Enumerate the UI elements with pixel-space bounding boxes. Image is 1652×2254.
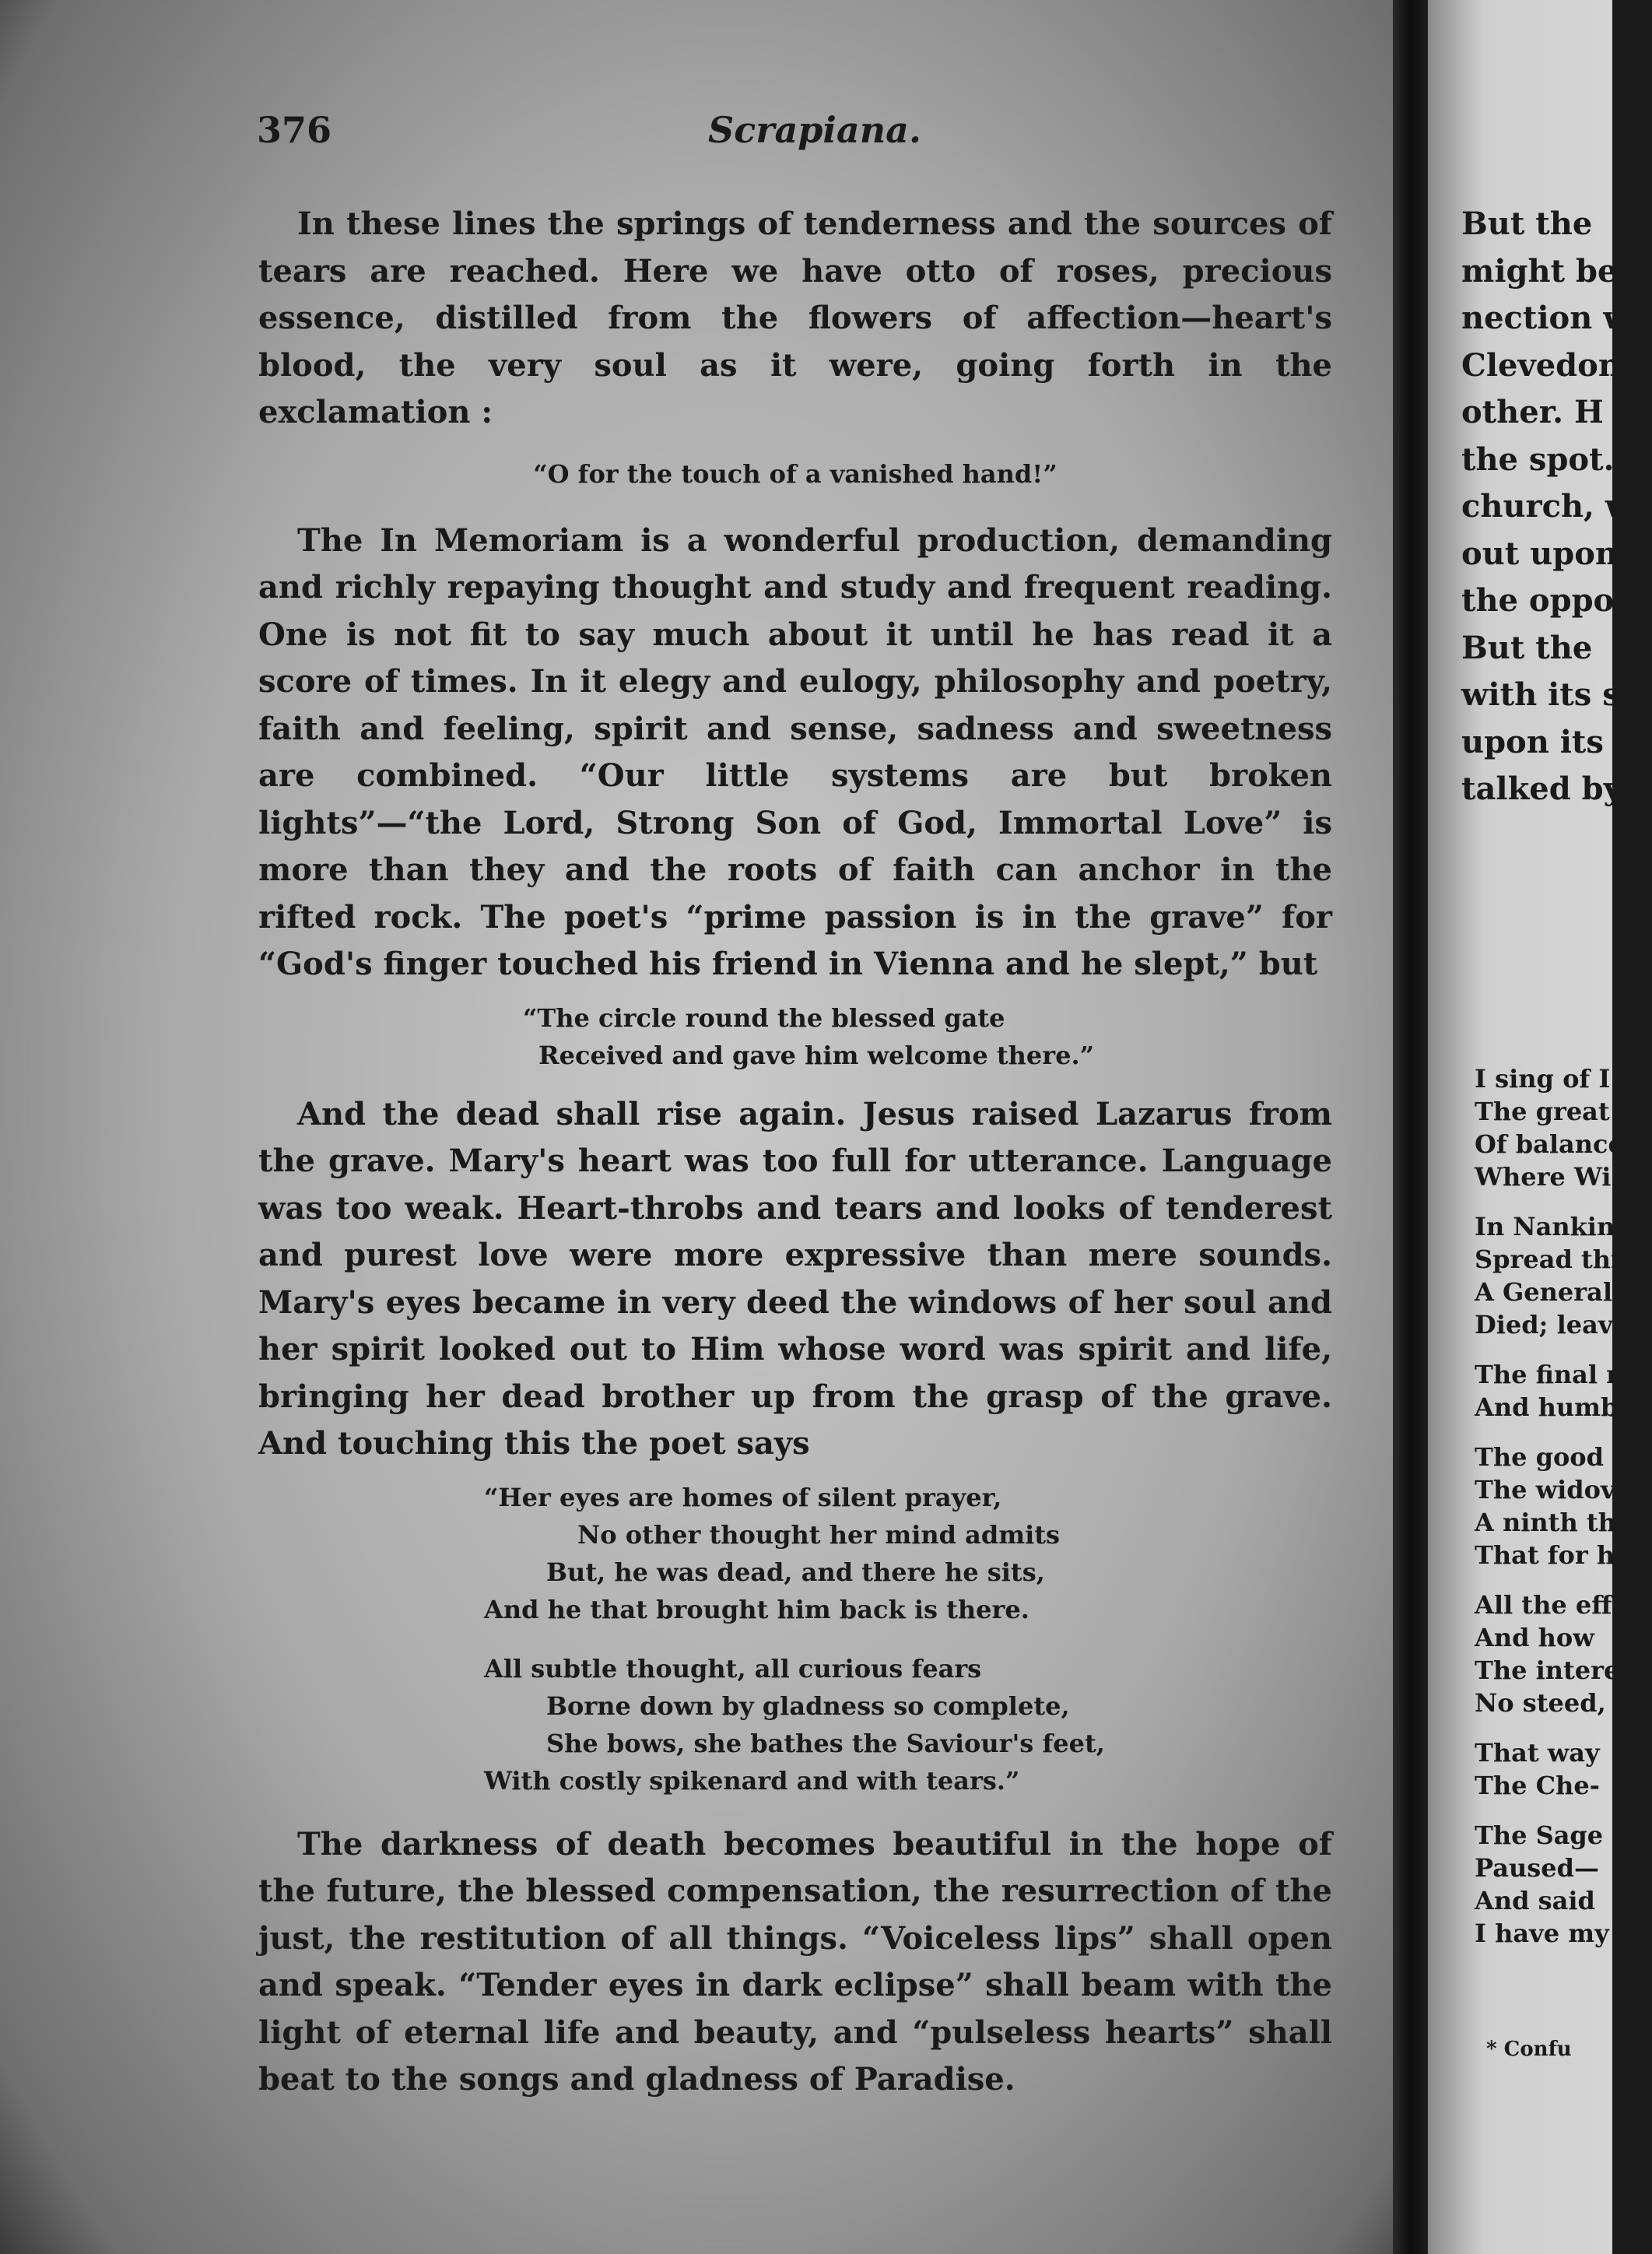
poem-quotation (258, 1479, 1332, 1799)
facing-verse: The final r (1475, 1360, 1619, 1389)
facing-line: Clevedon (1461, 346, 1621, 384)
verse-line: With costly spikenard and with tears.” (484, 1765, 1020, 1796)
body-text (258, 201, 1332, 2104)
facing-verse: And said (1475, 1886, 1595, 1915)
paragraph-3: And the dead shall rise again. Jesus raised Lazarus from the grave. Mary's heart was too full for utterance. Language was too weak. Heart-throbs and tears and looks of tenderest and purest love were more expressive than mere sounds. Mary's eyes became in very deed the windows of her soul and her spirit looked out to Him whose word was spirit and life, bringing her dead brother up from the grasp of the grave. And touching this the poet says (258, 1095, 1332, 1462)
paragraph-4: The darkness of death becomes beautiful in the hope of the future, the blessed compensation, the resurrection of the just, the restitution of all things. “Voiceless lips” shall open and speak. “Tender eyes in dark eclipse” shall beam with the light of eternal life and beauty, and “pulseless hearts” shall beat to the songs and gladness of Paradise. (258, 1825, 1332, 2098)
facing-line: might be s (1461, 252, 1646, 290)
facing-line: upon its (1461, 723, 1604, 760)
facing-stanza (1475, 1062, 1624, 1193)
facing-line: with its s (1461, 676, 1620, 713)
quote-vanished-hand: “O for the touch of a vanished hand!” (533, 458, 1057, 489)
facing-verse: A ninth th (1475, 1508, 1616, 1537)
facing-verse: I sing of I (1475, 1064, 1611, 1094)
page-number: 376 (257, 109, 332, 151)
facing-line: the spot. (1461, 441, 1615, 478)
verse-line: And he that brought him back is there. (484, 1594, 1029, 1624)
facing-verse: In Nankin (1475, 1212, 1615, 1241)
stanza-2 (258, 1650, 1332, 1799)
facing-verse: The widov (1475, 1475, 1615, 1504)
facing-stanza (1475, 1589, 1620, 1719)
facing-page-poem (1475, 1062, 1624, 1967)
facing-line: other. H (1461, 394, 1604, 430)
facing-line: nection w (1461, 300, 1630, 336)
facing-verse: The good (1475, 1442, 1605, 1472)
facing-line: But the (1461, 629, 1593, 666)
facing-line: church, wa (1461, 488, 1652, 525)
running-head (257, 109, 1335, 163)
facing-verse: No steed, (1475, 1688, 1606, 1718)
running-title: Scrapiana. (708, 109, 921, 151)
paragraph-2: The In Memoriam is a wonderful production, demanding and richly repaying thought and study and frequent reading. One is not fit to say much about it until he has read it a score of times. In it elegy and eulogy, philosophy and poetry, faith and feeling, spirit and sense, sadness and sweetness are combined. “Our little systems are but broken lights”—“the Lord, Strong Son of God, Immortal Love” is more than they and the roots of faith can anchor in the rifted rock. The poet's “prime passion is in the grave” for “God's finger touched his friend in Vienna and he slept,” but (258, 521, 1332, 982)
facing-verse: Paused— (1475, 1853, 1599, 1883)
verse-line: She bows, she bathes the Saviour's feet, (546, 1728, 1105, 1758)
facing-verse: The Sage (1475, 1820, 1604, 1850)
quote-line: “The circle round the blessed gate (523, 1002, 1005, 1033)
facing-verse: That for h (1475, 1540, 1615, 1570)
facing-verse: Where Wi (1475, 1162, 1612, 1192)
facing-verse: A General (1475, 1277, 1613, 1307)
stanza-1 (258, 1479, 1332, 1628)
facing-verse: And humb (1475, 1392, 1619, 1422)
facing-verse: Of balance (1475, 1129, 1624, 1159)
facing-stanza (1475, 1819, 1612, 1950)
facing-stanza (1475, 1210, 1624, 1341)
facing-verse: That way (1475, 1738, 1600, 1768)
facing-verse: Died; leav (1475, 1310, 1613, 1339)
facing-verse: Spread thr (1475, 1245, 1624, 1274)
facing-stanza (1475, 1736, 1612, 1802)
facing-verse: I have my (1475, 1919, 1609, 1948)
paragraph-1: In these lines the springs of tenderness and the sources of tears are reached. Here we have otto of roses, precious essence, distilled from the flowers of affection—heart's blood, the very soul as it were, going forth in the exclamation : (258, 205, 1332, 430)
facing-footnote: * Confu (1486, 2038, 1572, 2061)
facing-line: talked by (1461, 771, 1622, 807)
facing-page-prose (1461, 201, 1652, 813)
verse-line: But, he was dead, and there he sits, (546, 1557, 1045, 1587)
quote-line: Received and gave him welcome there.” (538, 1040, 1094, 1070)
facing-verse: The intere (1475, 1655, 1620, 1685)
quote-blessed-gate (258, 999, 1332, 1074)
facing-verse: And how (1475, 1623, 1594, 1652)
facing-verse: The Che- (1475, 1771, 1600, 1800)
verse-line: “Her eyes are homes of silent prayer, (484, 1482, 1002, 1512)
verse-line: No other thought her mind admits (577, 1519, 1061, 1550)
facing-line: the oppos (1461, 582, 1632, 619)
facing-line: out upon t (1461, 535, 1643, 572)
facing-stanza (1475, 1441, 1616, 1571)
facing-verse: The great (1475, 1097, 1610, 1126)
verse-line: Borne down by gladness so complete, (546, 1690, 1070, 1721)
verse-line: All subtle thought, all curious fears (484, 1653, 982, 1683)
facing-verse: All the eff (1475, 1590, 1612, 1620)
facing-stanza (1475, 1358, 1619, 1424)
book-gutter (1393, 0, 1428, 2254)
facing-line: But the (1461, 205, 1593, 242)
